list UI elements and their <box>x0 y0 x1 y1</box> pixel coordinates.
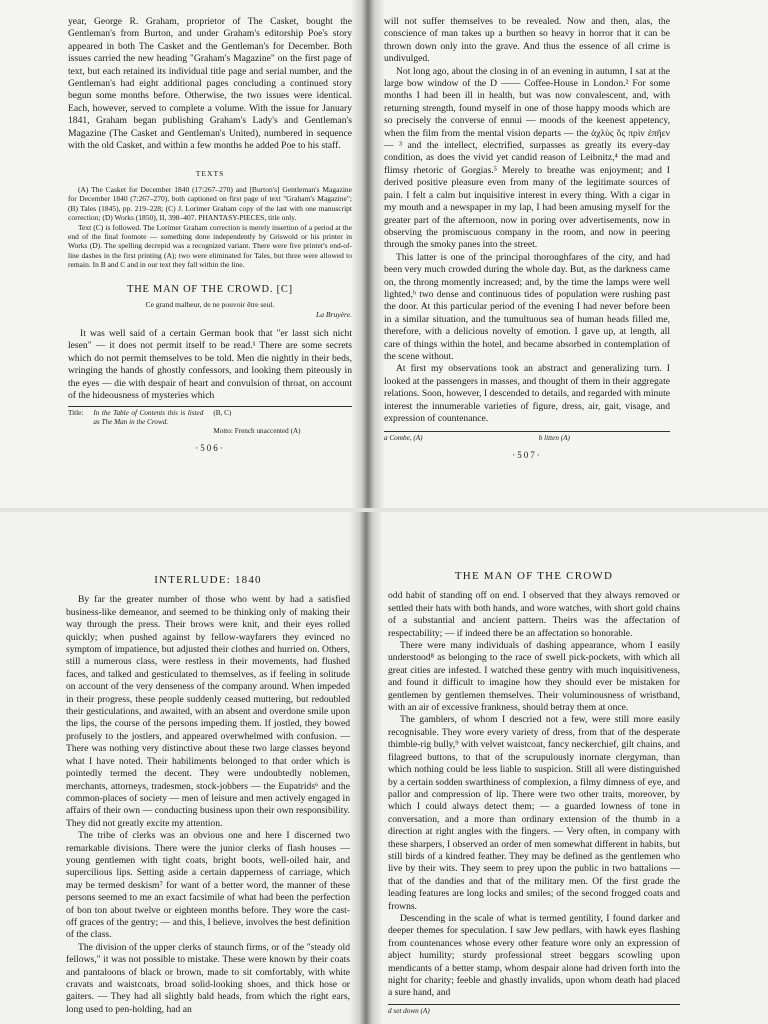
page-507 <box>384 0 768 512</box>
epigraph-author: La Bruyère. <box>316 309 352 319</box>
page-506 <box>0 0 354 512</box>
story-title: THE MAN OF THE CROWD. [C] <box>127 283 293 295</box>
paragraph-crowd-4: Descending in the scale of what is termed gentility, I found darker and deeper themes for speculation. I saw Jew pedlars, with hawk eyes flashing from countenances whose every other feature wore only an expression of abject humility; sturdy professional street beggars scowling upon mendicants of a better stamp, whom despair alone had driven forth into the night for charity; feeble and ghastly invalids, upon whom death had placed a sure hand, and <box>388 912 680 999</box>
folio-507: ·507· <box>512 450 542 461</box>
footnote-title-label: Title: <box>68 409 84 418</box>
running-head-right: THE MAN OF THE CROWD <box>454 570 614 582</box>
footnote-title-text: In the Table of Contents this is listed as The Man in the Crowd. <box>93 409 204 427</box>
footnote-title-sources: (B, C) <box>213 409 232 418</box>
paragraph-interlude-1: By far the greater number of those who went by had a satisfied business-like demeanor, and seemed to be thinking only of making their way through the press. Their brows were knit, and their eyes rolled quickly; when pushed against by fellow-wayfarers they evinced no symptom of impatience, but adjusted their clothes and hurried on. Others, still a numerous class, were restless in their movements, had flushed faces, and talked and gesticulated to themselves, as if feeling in solitude on account of the very denseness of the company around. When impeded in their progress, these people suddenly ceased muttering, but redoubled their gesticulations, and awaited, with an absent and overdone smile upon the lips, the course of the persons impeding them. If jostled, they bowed profusely to the jostlers, and appeared overwhelmed with confusion. — There was nothing very distinctive about these two large classes beyond what I have noted. Their habiliments belonged to that order which is pointedly termed the decent. They were undoubtedly noblemen, merchants, attorneys, tradesmen, stock-jobbers — the Eupatrids⁶ and the common-places of society — men of leisure and men actively engaged in affairs of their own — conducting business upon their own responsibility. They did not greatly excite my attention. <box>66 594 350 829</box>
footnotes-506 <box>68 409 352 436</box>
interlude-column <box>66 574 350 1016</box>
continuation-paragraph: year, George R. Graham, proprietor of The Casket, bought the Gentleman's from Burton, and under Graham's editorship Poe's story appeared in both The Casket and the Gentleman's for December. Both issues carried the new heading "Graham's Magazine" on the first page of text, but each retained its individual title page and serial number, and the Gentleman's had eight additional pages concluding a continued story begun some months before. Otherwise, the two issues were identical. Each, however, served to complete a volume. With the issue for January 1841, Graham began publishing Graham's Lady's and Gentleman's Magazine (The Casket and Gentleman's United), numbered in sequence with the old Casket, and within a few months he added Poe to his staff. <box>68 16 352 152</box>
footnotes-507 <box>384 434 670 443</box>
running-head-left: INTERLUDE: 1840 <box>154 574 262 586</box>
footnote-rule <box>384 431 670 432</box>
texts-note-1: (A) The Casket for December 1840 (17:267–270) and [Burton's] Gentleman's Magazine for December 1840 (7:267–270), both captioned on first page of text "Graham's Magazine"; (B) Tales (1845), pp. 219–228; (C) J. Lorimer Graham copy of the last with one manuscript correction; (D) Works (1850), II, 398–407. PHANTASY-PIECES, title only. <box>68 184 352 223</box>
paragraph-crowd-2: There were many individuals of dashing appearance, whom I easily understood⁸ as belonging to the race of swell pick-pockets, with which all great cities are infested. I watched these gentry with much inquisitiveness, and found it difficult to imagine how they should ever be mistaken for gentlemen by gentlemen themselves. Their voluminousness of wristband, with an air of excessive frankness, should betray them at once. <box>388 640 680 714</box>
epigraph-quote: Ce grand malheur, de ne pouvoir être seul. <box>145 299 275 309</box>
footnote-a: a Combe, (A) <box>384 434 423 443</box>
page-interlude <box>0 512 354 1024</box>
paragraph-interlude-3: The division of the upper clerks of staunch firms, or of the "steady old fellows," it was not possible to mistake. These were known by their coats and pantaloons of black or brown, made to sit comfortably, with white cravats and waistcoats, broad solid-looking shoes, and thick hose or gaiters. — They had all slightly bald heads, from which the right ears, long used to pen-holding, had an <box>66 941 350 1015</box>
paragraph-507-2: Not long ago, about the closing in of an evening in autumn, I sat at the large bow window of the D —— Coffee-House in London.² For some months I had been ill in health, but was now convalescent, and, with returning strength, found myself in one of those happy moods which are so precisely the converse of ennui — moods of the keenest appetency, when the film from the mental vision departs — the ἀχλὺς ὃς πρὶν ἐπῆεν — ³ and the intellect, electrified, surpasses as greatly its every-day condition, as does the vivid yet candid reason of Leibnitz,⁴ the mad and flimsy rhetoric of Gorgias.⁵ Merely to breathe was enjoyment; and I derived positive pleasure even from many of the legitimate sources of pain. I felt a calm but inquisitive interest in every thing. With a cigar in my mouth and a newspaper in my lap, I had been amusing myself for the greater part of the afternoon, now in poring over advertisements, now in observing the promiscuous company in the room, and now in peering through the smoky panes into the street. <box>384 65 670 251</box>
paragraph-507-1: will not suffer themselves to be revealed. Now and then, alas, the conscience of man takes up a burthen so heavy in horror that it can be thrown down only into the grave. And thus the essence of all crime is undivulged. <box>384 16 670 65</box>
footnote-motto: Motto: French unaccented (A) <box>213 427 301 436</box>
page-507-column <box>384 16 670 462</box>
texts-heading: TEXTS <box>195 169 225 179</box>
book-spread-bottom <box>0 512 768 1024</box>
man-of-crowd-column <box>388 570 680 1016</box>
epigraph <box>68 300 352 320</box>
book-gutter-shadow <box>350 512 382 1024</box>
folio-506: ·506· <box>195 443 225 454</box>
footnote-b: b litten (A) <box>538 434 570 443</box>
story-opening-paragraph: It was well said of a certain German book that "er lasst sich nicht lesen" — it does not permit itself to be read.¹ There are some secrets which do not permit themselves to be told. Men die nightly in their beds, wringing the hands of ghostly confessors, and looking them piteously in the eyes — die with despair of heart and convulsion of throat, on account of the hideousness of mysteries which <box>68 327 352 401</box>
footnote-rule <box>68 406 352 407</box>
texts-notes <box>68 185 352 270</box>
footnote-d: d set down (A) <box>388 1006 430 1015</box>
page-506-column <box>68 16 352 455</box>
paragraph-interlude-2: The tribe of clerks was an obvious one and here I discerned two remarkable divisions. There were the junior clerks of flash houses — young gentlemen with tight coats, bright boots, well-oiled hair, and supercilious lips. Setting aside a certain dapperness of carriage, which may be termed deskism⁷ for want of a better word, the manner of these persons seemed to me an exact facsimile of what had been the perfection of bon ton about twelve or eighteen months before. They wore the cast-off graces of the gentry; — and this, I believe, involves the best definition of the class. <box>66 830 350 941</box>
paragraph-507-4: At first my observations took an abstract and generalizing turn. I looked at the passengers in masses, and thought of them in their aggregate relations. Soon, however, I descended to details, and regarded with minute interest the innumerable varieties of figure, dress, air, gait, visage, and expression of countenance. <box>384 363 670 424</box>
texts-note-2: Text (C) is followed. The Lorimer Graham correction is merely insertion of a period at the end of the final footnote — something done independently by Griswold or his printer in Works (D). The spelling decrepid was a recognized variant. There were five printer's end-of-line dashes in the first printing (A); two were eliminated for Tales, but three were allowed to remain. In B and C and in our text they fall within the line. <box>68 222 352 270</box>
paragraph-crowd-3: The gamblers, of whom I descried not a few, were still more easily recognisable. They wore every variety of dress, from that of the desperate thimble-rig bully,⁹ with velvet waistcoat, fancy neckerchief, gilt chains, and filagreed buttons, to that of the scrupulously inornate clergyman, than which nothing could be less liable to suspicion. Still all were distinguished by a certain sodden swarthiness of complexion, a filmy dimness of eye, and pallor and compression of lip. There were two other traits, moreover, by which I could always detect them; — a guarded lowness of tone in conversation, and a more than ordinary extension of the thumb in a direction at right angles with the fingers. — Very often, in company with these sharpers, I observed an order of men somewhat different in habits, but still birds of a kindred feather. They may be defined as the gentlemen who live by their wits. They seem to prey upon the public in two battalions — that of the dandies and that of the military men. Of the first grade the leading features are long locks and smiles; of the second frogged coats and frowns. <box>388 714 680 912</box>
paragraph-507-3: This latter is one of the principal thoroughfares of the city, and had been very much crowded during the whole day. But, as the darkness came on, the throng momently increased; and, by the time the lamps were well lighted,ᵇ two dense and continuous tides of population were rushing past the door. At this particular period of the evening I had never before been in a similar situation, and the tumultuous sea of human heads filled me, therefore, with a delicious novelty of emotion. I gave up, at length, all care of things within the hotel, and became absorbed in contemplation of the scene without. <box>384 251 670 362</box>
book-gutter-shadow <box>352 0 384 512</box>
paragraph-crowd-1: odd habit of standing off on end. I observed that they always removed or settled their hats with both hands, and wore watches, with short gold chains of a substantial and ancient pattern. Theirs was the affectation of respectability; — if indeed there be an affectation so honorable. <box>388 590 680 639</box>
page-man-of-crowd <box>384 512 768 1024</box>
footnote-rule <box>388 1004 680 1005</box>
